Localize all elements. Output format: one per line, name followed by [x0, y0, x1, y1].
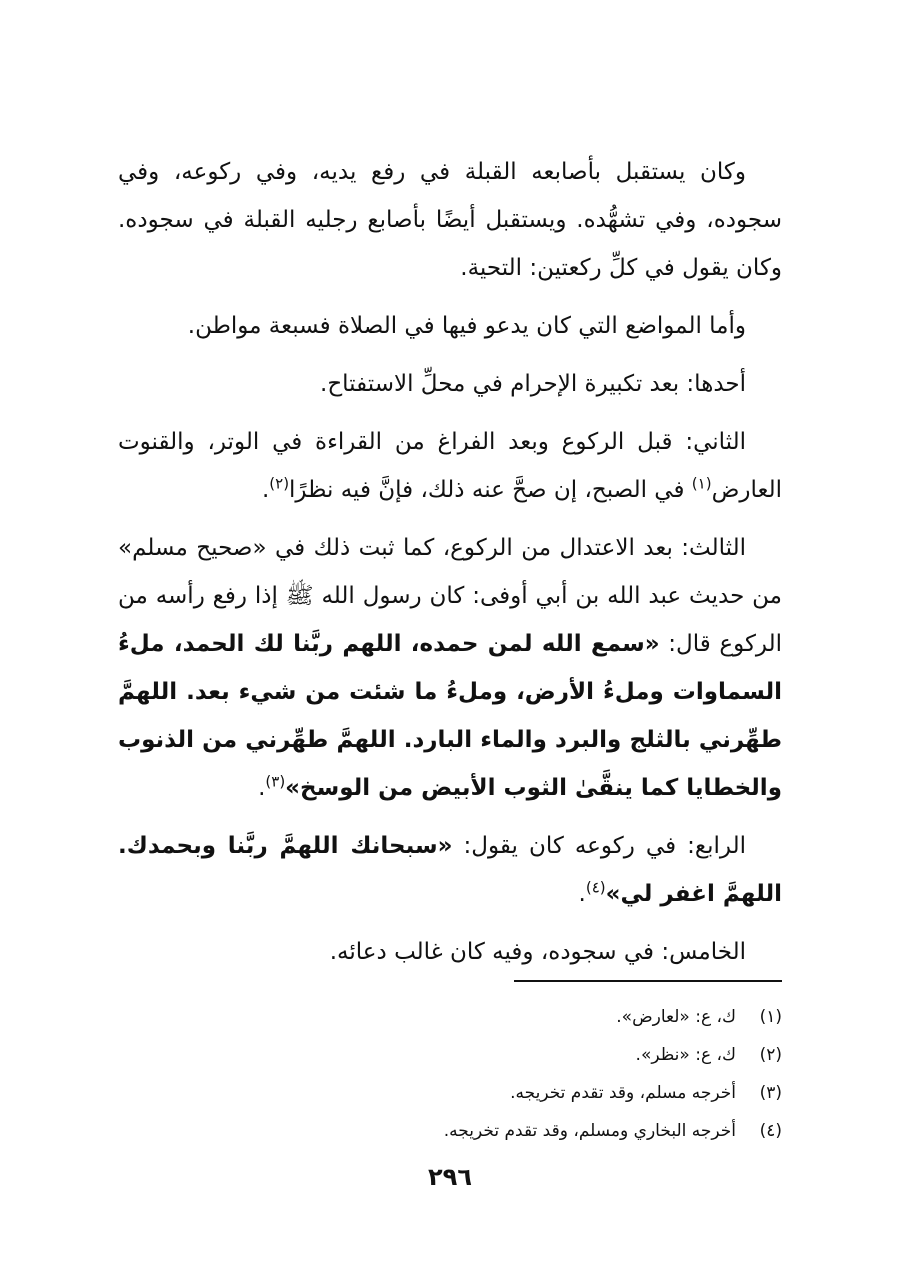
- footnote-text: أخرجه مسلم، وقد تقدم تخريجه.: [510, 1083, 736, 1103]
- footnote-2: [118, 1036, 782, 1074]
- paragraph-1: [118, 148, 782, 292]
- footnote-divider: [514, 980, 782, 982]
- footnote-text: ك، ع: «نظر».: [635, 1045, 736, 1065]
- paragraph-4-text-c: .: [261, 477, 270, 503]
- paragraph-1-text: وكان يستقبل بأصابعه القبلة في رفع يديه، وفي ركوعه، وفي سجوده، وفي تشهُّده. ويستقبل أيضًا بأصابع رجليه القبلة في سجوده. وكان يقول في كلِّ ركعتين: التحية.: [118, 159, 782, 281]
- paragraph-6-quote: «سبحانك اللهمَّ ربَّنا وبحمدك. اللهمَّ اغفر لي»: [118, 833, 782, 907]
- footnote-3: [118, 1074, 782, 1112]
- page-number: ٢٩٦: [428, 1163, 472, 1191]
- paragraph-2-text: وأما المواضع التي كان يدعو فيها في الصلاة فسبعة مواطن.: [187, 313, 746, 339]
- paragraph-5-text-a: الثالث: بعد الاعتدال من الركوع، كما ثبت ذلك في «صحيح مسلم» من حديث عبد الله بن أبي أوفى: كان رسول الله ﷺ إذا رفع رأسه من الركوع قال:: [118, 535, 782, 657]
- footnote-ref-2: (٢): [269, 474, 290, 493]
- paragraph-5-text-c: .: [258, 775, 266, 801]
- footnote-number: (٤): [759, 1121, 782, 1141]
- footnote-text: أخرجه البخاري ومسلم، وقد تقدم تخريجه.: [443, 1121, 736, 1141]
- footnotes: [118, 998, 782, 1150]
- paragraph-6-text-c: .: [578, 881, 586, 907]
- paragraph-7: [118, 928, 782, 976]
- main-text: [118, 148, 782, 976]
- footnote-ref-1: (١): [691, 474, 712, 493]
- footnote-number: (٢): [759, 1045, 782, 1065]
- footnote-4: [118, 1112, 782, 1150]
- paragraph-3-text: أحدها: بعد تكبيرة الإحرام في محلِّ الاستفتاح.: [320, 371, 746, 397]
- paragraph-3: [118, 360, 782, 408]
- paragraph-4-text-b: في الصبح، إن صحَّ عنه ذلك، فإنَّ فيه نظرًا: [289, 477, 692, 503]
- paragraph-6-text-a: الرابع: في ركوعه كان يقول:: [452, 833, 746, 859]
- paragraph-6: [118, 822, 782, 918]
- footnote-number: (١): [759, 1007, 782, 1027]
- footnote-number: (٣): [759, 1083, 782, 1103]
- footnote-ref-4: (٤): [585, 878, 606, 897]
- footnote-text: ك، ع: «لعارض».: [616, 1007, 736, 1027]
- paragraph-7-text: الخامس: في سجوده، وفيه كان غالب دعائه.: [329, 939, 746, 965]
- paragraph-5: [118, 524, 782, 812]
- paragraph-4-text-a: الثاني: قبل الركوع وبعد الفراغ من القراءة في الوتر، والقنوت العارض: [118, 429, 782, 503]
- paragraph-2: [118, 302, 782, 350]
- footnote-ref-3: (٣): [265, 772, 286, 791]
- footnote-1: [118, 998, 782, 1036]
- paragraph-4: [118, 418, 782, 514]
- paragraph-5-quote: «سمع الله لمن حمده، اللهم ربَّنا لك الحمد، ملءُ السماوات وملءُ الأرض، وملءُ ما شئت من شيء بعد. اللهمَّ طهِّرني بالثلج والبرد والماء البارد. اللهمَّ طهِّرني من الذنوب والخطايا كما ينقَّىٰ الثوب الأبيض من الوسخ»: [118, 631, 782, 801]
